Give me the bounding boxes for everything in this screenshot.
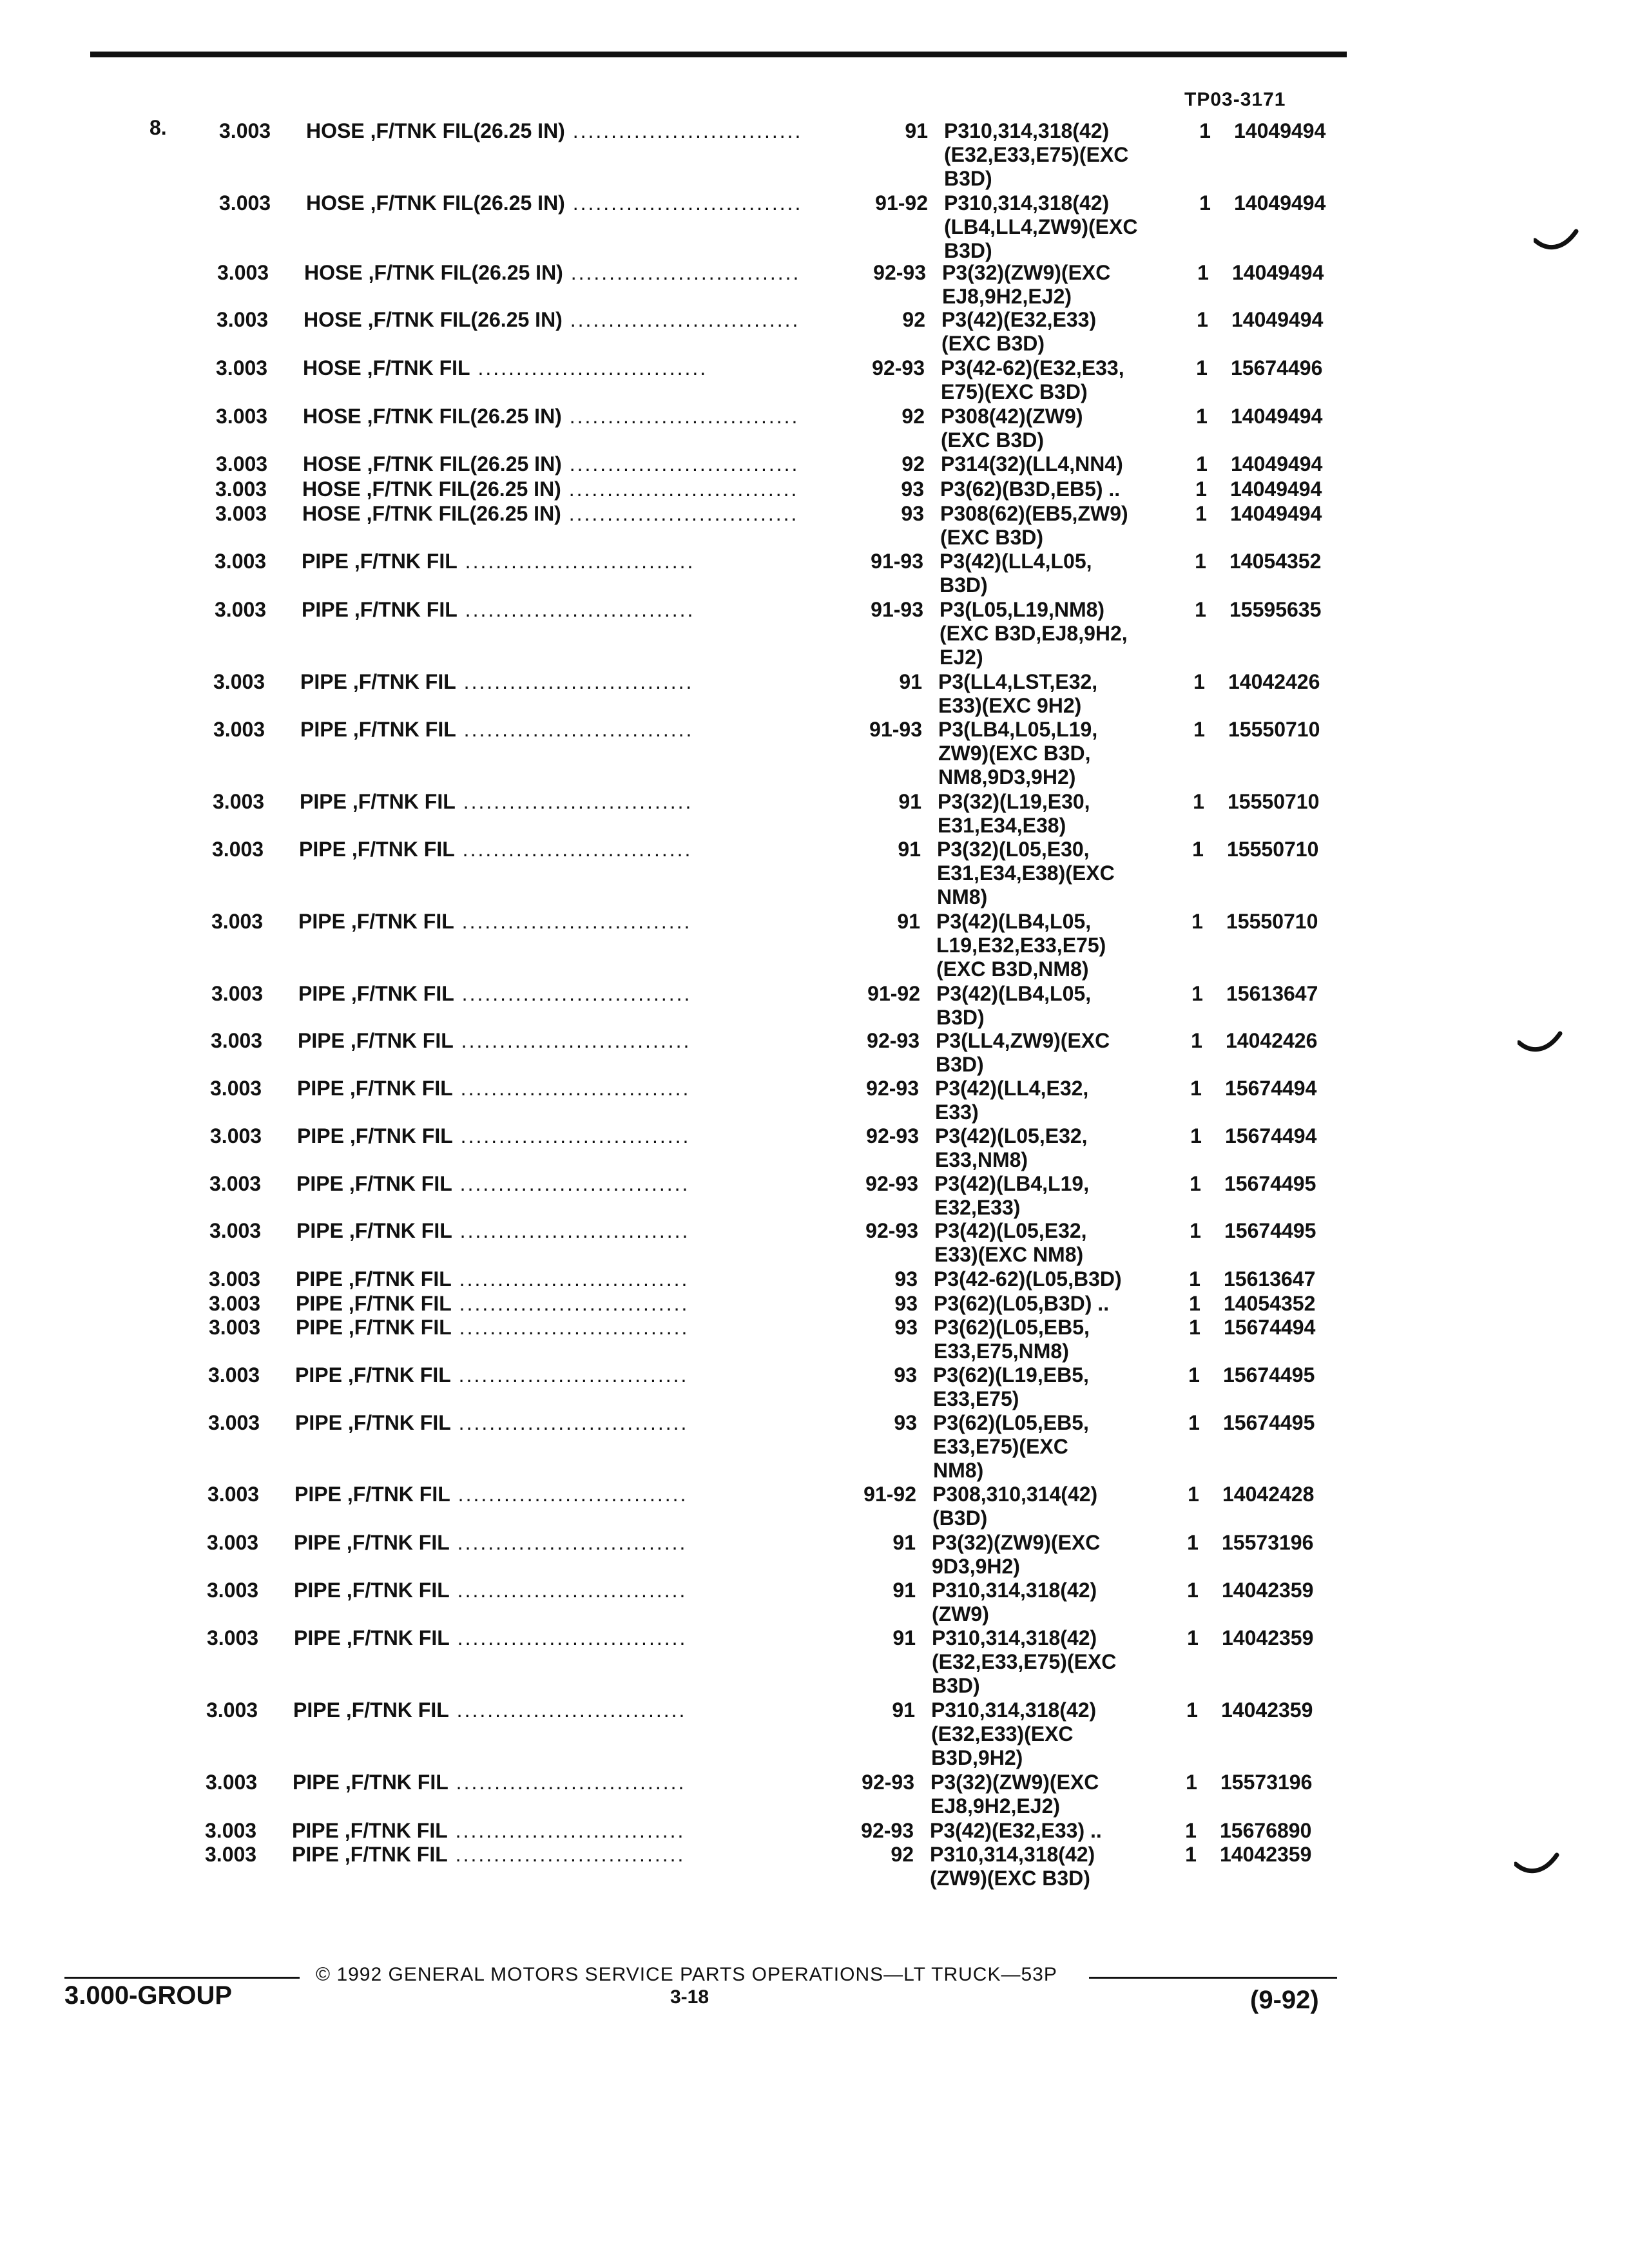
model-years: 91 bbox=[898, 790, 921, 813]
description-text: HOSE ,F/TNK FIL(26.25 IN) bbox=[303, 452, 562, 476]
part-number: 14049494 bbox=[1230, 477, 1322, 501]
application: P3(42)(L05,E32, E33)(EXC NM8) bbox=[934, 1219, 1087, 1266]
group-code: 3.003 bbox=[219, 191, 271, 215]
model-years: 93 bbox=[894, 1363, 917, 1387]
quantity: 1 bbox=[1187, 1531, 1199, 1554]
description-text: HOSE ,F/TNK FIL(26.25 IN) bbox=[306, 119, 565, 142]
leader-dots: .............................. bbox=[452, 1172, 690, 1195]
leader-dots: .............................. bbox=[454, 910, 692, 933]
part-number: 14049494 bbox=[1231, 405, 1323, 428]
quantity: 1 bbox=[1188, 1411, 1200, 1434]
description-text: PIPE ,F/TNK FIL bbox=[294, 1483, 450, 1506]
leader-dots: .............................. bbox=[457, 598, 695, 621]
quantity: 1 bbox=[1187, 1626, 1199, 1649]
leader-dots: .............................. bbox=[447, 1843, 686, 1866]
group-code: 3.003 bbox=[215, 502, 267, 525]
leader-dots: .............................. bbox=[456, 670, 694, 693]
leader-dots: .............................. bbox=[453, 1029, 691, 1052]
group-code: 3.003 bbox=[213, 790, 265, 813]
quantity: 1 bbox=[1190, 1077, 1202, 1100]
model-years: 91-93 bbox=[871, 598, 923, 621]
leader-dots: .............................. bbox=[454, 982, 692, 1005]
group-code: 3.003 bbox=[219, 119, 271, 142]
model-years: 93 bbox=[901, 502, 924, 525]
description-text: HOSE ,F/TNK FIL bbox=[303, 356, 470, 380]
application: P310,314,318(42) (E32,E33)(EXC B3D,9H2) bbox=[931, 1698, 1097, 1769]
leader-dots: .............................. bbox=[470, 356, 708, 380]
part-number: 14042426 bbox=[1228, 670, 1320, 693]
quantity: 1 bbox=[1186, 1698, 1198, 1722]
description-text: PIPE ,F/TNK FIL bbox=[300, 790, 456, 813]
model-years: 92-93 bbox=[872, 356, 925, 380]
leader-dots: .............................. bbox=[450, 1483, 688, 1506]
quantity: 1 bbox=[1193, 790, 1204, 813]
group-code: 3.003 bbox=[211, 982, 264, 1005]
group-code: 3.003 bbox=[215, 477, 267, 501]
group-code: 3.003 bbox=[216, 405, 268, 428]
part-number: 14049494 bbox=[1234, 119, 1326, 142]
part-number: 14054352 bbox=[1224, 1292, 1316, 1315]
application: P3(L05,L19,NM8) (EXC B3D,EJ8,9H2, EJ2) bbox=[940, 598, 1128, 669]
model-years: 93 bbox=[894, 1316, 918, 1339]
application: P3(32)(ZW9)(EXC EJ8,9H2,EJ2) bbox=[930, 1771, 1099, 1818]
model-years: 92-93 bbox=[862, 1771, 914, 1794]
model-years: 91 bbox=[892, 1626, 916, 1649]
part-number: 15595635 bbox=[1229, 598, 1322, 621]
application: P3(42)(LB4,L05, B3D) bbox=[936, 982, 1092, 1029]
model-years: 92-93 bbox=[866, 1077, 919, 1100]
model-years: 92 bbox=[891, 1843, 914, 1866]
model-years: 91 bbox=[892, 1579, 916, 1602]
model-years: 92-93 bbox=[861, 1819, 914, 1842]
model-years: 92 bbox=[902, 308, 925, 331]
quantity: 1 bbox=[1193, 718, 1205, 741]
group-code: 3.003 bbox=[210, 1077, 262, 1100]
model-years: 91 bbox=[897, 910, 920, 933]
footer-rule bbox=[1089, 1977, 1337, 1979]
leader-dots: .............................. bbox=[452, 1124, 691, 1148]
leader-dots: .............................. bbox=[449, 1531, 688, 1554]
quantity: 1 bbox=[1189, 1267, 1200, 1291]
description-text: PIPE ,F/TNK FIL bbox=[298, 982, 454, 1005]
description-text: PIPE ,F/TNK FIL bbox=[292, 1843, 448, 1866]
model-years: 91 bbox=[905, 119, 928, 142]
description-text: PIPE ,F/TNK FIL bbox=[296, 1292, 452, 1315]
description-text: PIPE ,F/TNK FIL bbox=[293, 1698, 449, 1722]
footer-rule bbox=[64, 1977, 300, 1979]
leader-dots: .............................. bbox=[452, 1077, 691, 1100]
group-code: 3.003 bbox=[216, 452, 268, 476]
part-number: 14042426 bbox=[1226, 1029, 1318, 1052]
part-number: 15674494 bbox=[1225, 1124, 1317, 1148]
part-number: 14042359 bbox=[1221, 1698, 1313, 1722]
group-code: 3.003 bbox=[211, 910, 264, 933]
part-number: 14042359 bbox=[1222, 1579, 1314, 1602]
group-code: 3.003 bbox=[205, 1843, 257, 1866]
description-text: PIPE ,F/TNK FIL bbox=[297, 1077, 453, 1100]
quantity: 1 bbox=[1199, 191, 1211, 215]
quantity: 1 bbox=[1191, 910, 1203, 933]
quantity: 1 bbox=[1195, 598, 1206, 621]
application: P3(62)(L05,EB5, E33,E75,NM8) bbox=[934, 1316, 1090, 1363]
part-number: 15550710 bbox=[1228, 790, 1320, 813]
leader-dots: .............................. bbox=[561, 452, 800, 476]
description-text: PIPE ,F/TNK FIL bbox=[302, 550, 458, 573]
quantity: 1 bbox=[1190, 1172, 1201, 1195]
model-years: 91-93 bbox=[871, 550, 923, 573]
application: P310,314,318(42) (E32,E33,E75)(EXC B3D) bbox=[932, 1626, 1117, 1697]
group-code: 3.003 bbox=[207, 1531, 259, 1554]
part-number: 15674495 bbox=[1224, 1219, 1316, 1242]
part-number: 14042359 bbox=[1220, 1843, 1312, 1866]
group-code: 3.003 bbox=[207, 1626, 259, 1649]
part-number: 15613647 bbox=[1224, 1267, 1316, 1291]
description-text: PIPE ,F/TNK FIL bbox=[295, 1363, 451, 1387]
leader-dots: .............................. bbox=[454, 838, 693, 861]
leader-dots: .............................. bbox=[449, 1579, 688, 1602]
part-number: 14042428 bbox=[1222, 1483, 1315, 1506]
part-number: 14049494 bbox=[1230, 502, 1322, 525]
part-number: 15550710 bbox=[1226, 910, 1318, 933]
description-text: PIPE ,F/TNK FIL bbox=[296, 1316, 452, 1339]
group-code: 3.003 bbox=[209, 1292, 261, 1315]
quantity: 1 bbox=[1196, 356, 1208, 380]
model-years: 91-93 bbox=[869, 718, 922, 741]
application: P3(62)(L05,EB5, E33,E75)(EXC NM8) bbox=[933, 1411, 1089, 1482]
description-text: HOSE ,F/TNK FIL(26.25 IN) bbox=[304, 308, 563, 331]
quantity: 1 bbox=[1196, 405, 1208, 428]
group-code: 3.003 bbox=[215, 550, 267, 573]
application: P314(32)(LL4,NN4) bbox=[941, 452, 1123, 476]
model-years: 91 bbox=[892, 1531, 916, 1554]
part-number: 14049494 bbox=[1231, 452, 1323, 476]
quantity: 1 bbox=[1188, 1363, 1200, 1387]
part-number: 15674496 bbox=[1231, 356, 1323, 380]
leader-dots: .............................. bbox=[564, 191, 803, 215]
model-years: 92-93 bbox=[865, 1219, 918, 1242]
leader-dots: .............................. bbox=[561, 477, 799, 501]
model-years: 93 bbox=[894, 1292, 918, 1315]
leader-dots: .............................. bbox=[452, 1219, 690, 1242]
description-text: PIPE ,F/TNK FIL bbox=[296, 1219, 452, 1242]
quantity: 1 bbox=[1189, 1292, 1200, 1315]
leader-dots: .............................. bbox=[451, 1292, 689, 1315]
part-number: 15674495 bbox=[1224, 1172, 1316, 1195]
group-code: 3.003 bbox=[208, 1363, 260, 1387]
description-text: PIPE ,F/TNK FIL bbox=[293, 1771, 448, 1794]
application: P310,314,318(42) (LB4,LL4,ZW9)(EXC B3D) bbox=[944, 191, 1138, 262]
quantity: 1 bbox=[1187, 1579, 1199, 1602]
catalog-code: TP03-3171 bbox=[1184, 89, 1286, 110]
leader-dots: .............................. bbox=[561, 405, 800, 428]
model-years: 91 bbox=[898, 838, 921, 861]
group-code: 3.003 bbox=[207, 1579, 259, 1602]
part-number: 15573196 bbox=[1222, 1531, 1314, 1554]
description-text: PIPE ,F/TNK FIL bbox=[294, 1531, 450, 1554]
leader-dots: .............................. bbox=[564, 119, 803, 142]
application: P3(42-62)(E32,E33, E75)(EXC B3D) bbox=[941, 356, 1124, 403]
quantity: 1 bbox=[1195, 550, 1206, 573]
leader-dots: .............................. bbox=[561, 502, 799, 525]
application: P308,310,314(42) (B3D) bbox=[932, 1483, 1098, 1530]
leader-dots: .............................. bbox=[456, 718, 694, 741]
application: P310,314,318(42) (E32,E33,E75)(EXC B3D) bbox=[944, 119, 1129, 190]
part-number: 15550710 bbox=[1227, 838, 1319, 861]
description-text: PIPE ,F/TNK FIL bbox=[295, 1411, 451, 1434]
leader-dots: .............................. bbox=[455, 790, 693, 813]
part-number: 15573196 bbox=[1220, 1771, 1313, 1794]
model-years: 93 bbox=[894, 1267, 918, 1291]
model-years: 92-93 bbox=[866, 1124, 919, 1148]
group-code: 3.003 bbox=[208, 1411, 260, 1434]
description-text: HOSE ,F/TNK FIL(26.25 IN) bbox=[304, 261, 563, 284]
application: P308(62)(EB5,ZW9) (EXC B3D) bbox=[940, 502, 1128, 549]
description-text: PIPE ,F/TNK FIL bbox=[296, 1267, 452, 1291]
group-code: 3.003 bbox=[209, 1172, 262, 1195]
model-years: 91 bbox=[899, 670, 922, 693]
leader-dots: .............................. bbox=[562, 308, 800, 331]
description-text: PIPE ,F/TNK FIL bbox=[298, 910, 454, 933]
model-years: 93 bbox=[894, 1411, 917, 1434]
application: P310,314,318(42) (ZW9)(EXC B3D) bbox=[930, 1843, 1095, 1890]
model-years: 92-93 bbox=[867, 1029, 920, 1052]
group-code: 3.003 bbox=[207, 1483, 260, 1506]
part-number: 15674494 bbox=[1224, 1316, 1316, 1339]
application: P3(LB4,L05,L19, ZW9)(EXC B3D, NM8,9D3,9H2) bbox=[938, 718, 1098, 789]
leader-dots: .............................. bbox=[451, 1316, 689, 1339]
description-text: HOSE ,F/TNK FIL(26.25 IN) bbox=[302, 502, 561, 525]
application: P3(42)(E32,E33) (EXC B3D) bbox=[941, 308, 1097, 355]
leader-dots: .............................. bbox=[457, 550, 695, 573]
part-number: 15613647 bbox=[1226, 982, 1318, 1005]
quantity: 1 bbox=[1191, 982, 1203, 1005]
part-number: 15674495 bbox=[1223, 1411, 1315, 1434]
quantity: 1 bbox=[1190, 1124, 1202, 1148]
model-years: 92-93 bbox=[865, 1172, 918, 1195]
model-years: 92-93 bbox=[873, 261, 926, 284]
group-code: 3.003 bbox=[209, 1267, 261, 1291]
application: P3(42)(E32,E33) .. bbox=[930, 1819, 1102, 1842]
description-text: PIPE ,F/TNK FIL bbox=[294, 1579, 450, 1602]
leader-dots: .............................. bbox=[448, 1771, 686, 1794]
application: P3(32)(L19,E30, E31,E34,E38) bbox=[938, 790, 1090, 837]
application: P3(62)(L05,B3D) .. bbox=[934, 1292, 1110, 1315]
part-number: 14049494 bbox=[1231, 308, 1324, 331]
quantity: 1 bbox=[1185, 1843, 1197, 1866]
item-number: 8. bbox=[149, 116, 167, 139]
description-text: PIPE ,F/TNK FIL bbox=[296, 1172, 452, 1195]
leader-dots: .............................. bbox=[448, 1698, 687, 1722]
group-code: 3.003 bbox=[205, 1819, 257, 1842]
quantity: 1 bbox=[1186, 1771, 1197, 1794]
group-code: 3.003 bbox=[210, 1124, 262, 1148]
description-text: PIPE ,F/TNK FIL bbox=[294, 1626, 450, 1649]
leader-dots: .............................. bbox=[563, 261, 801, 284]
quantity: 1 bbox=[1192, 838, 1204, 861]
application: P3(42)(LL4,L05, B3D) bbox=[940, 550, 1092, 597]
model-years: 91-92 bbox=[875, 191, 928, 215]
group-code: 3.003 bbox=[213, 670, 265, 693]
footer-group: 3.000-GROUP bbox=[64, 1981, 233, 2010]
description-text: HOSE ,F/TNK FIL(26.25 IN) bbox=[303, 405, 562, 428]
model-years: 93 bbox=[901, 477, 924, 501]
model-years: 91-92 bbox=[863, 1483, 916, 1506]
group-code: 3.003 bbox=[216, 356, 268, 380]
model-years: 92 bbox=[901, 452, 925, 476]
group-code: 3.003 bbox=[215, 598, 267, 621]
description-text: PIPE ,F/TNK FIL bbox=[300, 718, 456, 741]
leader-dots: .............................. bbox=[450, 1411, 689, 1434]
part-number: 15550710 bbox=[1228, 718, 1320, 741]
quantity: 1 bbox=[1193, 670, 1205, 693]
description-text: PIPE ,F/TNK FIL bbox=[297, 1124, 453, 1148]
application: P308(42)(ZW9) (EXC B3D) bbox=[941, 405, 1083, 452]
model-years: 92 bbox=[901, 405, 925, 428]
application: P3(62)(B3D,EB5) .. bbox=[940, 477, 1121, 501]
part-number: 15674495 bbox=[1223, 1363, 1315, 1387]
quantity: 1 bbox=[1195, 477, 1207, 501]
group-code: 3.003 bbox=[211, 1029, 263, 1052]
quantity: 1 bbox=[1195, 502, 1207, 525]
group-code: 3.003 bbox=[217, 261, 269, 284]
group-code: 3.003 bbox=[212, 838, 264, 861]
application: P310,314,318(42) (ZW9) bbox=[932, 1579, 1097, 1626]
part-number: 14054352 bbox=[1229, 550, 1322, 573]
group-code: 3.003 bbox=[209, 1219, 262, 1242]
application: P3(LL4,LST,E32, E33)(EXC 9H2) bbox=[938, 670, 1098, 717]
group-code: 3.003 bbox=[217, 308, 269, 331]
leader-dots: .............................. bbox=[449, 1626, 688, 1649]
description-text: PIPE ,F/TNK FIL bbox=[299, 838, 455, 861]
description-text: HOSE ,F/TNK FIL(26.25 IN) bbox=[302, 477, 561, 501]
quantity: 1 bbox=[1197, 261, 1209, 284]
application: P3(42)(LL4,E32, E33) bbox=[935, 1077, 1089, 1124]
part-number: 14049494 bbox=[1232, 261, 1324, 284]
model-years: 91-92 bbox=[867, 982, 920, 1005]
quantity: 1 bbox=[1189, 1316, 1200, 1339]
part-number: 14049494 bbox=[1234, 191, 1326, 215]
quantity: 1 bbox=[1196, 452, 1208, 476]
description-text: PIPE ,F/TNK FIL bbox=[300, 670, 456, 693]
leader-dots: .............................. bbox=[447, 1819, 686, 1842]
checkmark-icon bbox=[1514, 1852, 1559, 1878]
footer-copyright: © 1992 GENERAL MOTORS SERVICE PARTS OPERATIONS—LT TRUCK—53P bbox=[316, 1964, 1057, 1985]
part-number: 14042359 bbox=[1222, 1626, 1314, 1649]
group-code: 3.003 bbox=[206, 1771, 258, 1794]
application: P3(62)(L19,EB5, E33,E75) bbox=[933, 1363, 1089, 1410]
application: P3(42)(LB4,L19, E32,E33) bbox=[934, 1172, 1090, 1219]
group-code: 3.003 bbox=[206, 1698, 258, 1722]
model-years: 91 bbox=[892, 1698, 915, 1722]
description-text: PIPE ,F/TNK FIL bbox=[292, 1819, 448, 1842]
quantity: 1 bbox=[1185, 1819, 1197, 1842]
leader-dots: .............................. bbox=[451, 1267, 689, 1291]
group-code: 3.003 bbox=[213, 718, 265, 741]
application: P3(32)(ZW9)(EXC EJ8,9H2,EJ2) bbox=[942, 261, 1111, 308]
leader-dots: .............................. bbox=[450, 1363, 689, 1387]
application: P3(42)(L05,E32, E33,NM8) bbox=[935, 1124, 1088, 1171]
checkmark-icon bbox=[1518, 1031, 1563, 1057]
quantity: 1 bbox=[1199, 119, 1211, 142]
checkmark-icon bbox=[1534, 229, 1579, 255]
application: P3(32)(L05,E30, E31,E34,E38)(EXC NM8) bbox=[937, 838, 1115, 908]
description-text: PIPE ,F/TNK FIL bbox=[298, 1029, 454, 1052]
footer-date: (9-92) bbox=[1250, 1986, 1319, 2014]
part-number: 15676890 bbox=[1220, 1819, 1312, 1842]
footer-page-number: 3-18 bbox=[670, 1986, 709, 2008]
quantity: 1 bbox=[1188, 1483, 1199, 1506]
quantity: 1 bbox=[1190, 1219, 1201, 1242]
part-number: 15674494 bbox=[1225, 1077, 1317, 1100]
description-text: HOSE ,F/TNK FIL(26.25 IN) bbox=[306, 191, 565, 215]
group-code: 3.003 bbox=[209, 1316, 261, 1339]
application: P3(LL4,ZW9)(EXC B3D) bbox=[936, 1029, 1110, 1076]
application: P3(32)(ZW9)(EXC 9D3,9H2) bbox=[932, 1531, 1101, 1578]
description-text: PIPE ,F/TNK FIL bbox=[302, 598, 458, 621]
application: P3(42-62)(L05,B3D) bbox=[934, 1267, 1122, 1291]
quantity: 1 bbox=[1197, 308, 1208, 331]
application: P3(42)(LB4,L05, L19,E32,E33,E75) (EXC B3D,NM8) bbox=[936, 910, 1106, 981]
quantity: 1 bbox=[1191, 1029, 1202, 1052]
